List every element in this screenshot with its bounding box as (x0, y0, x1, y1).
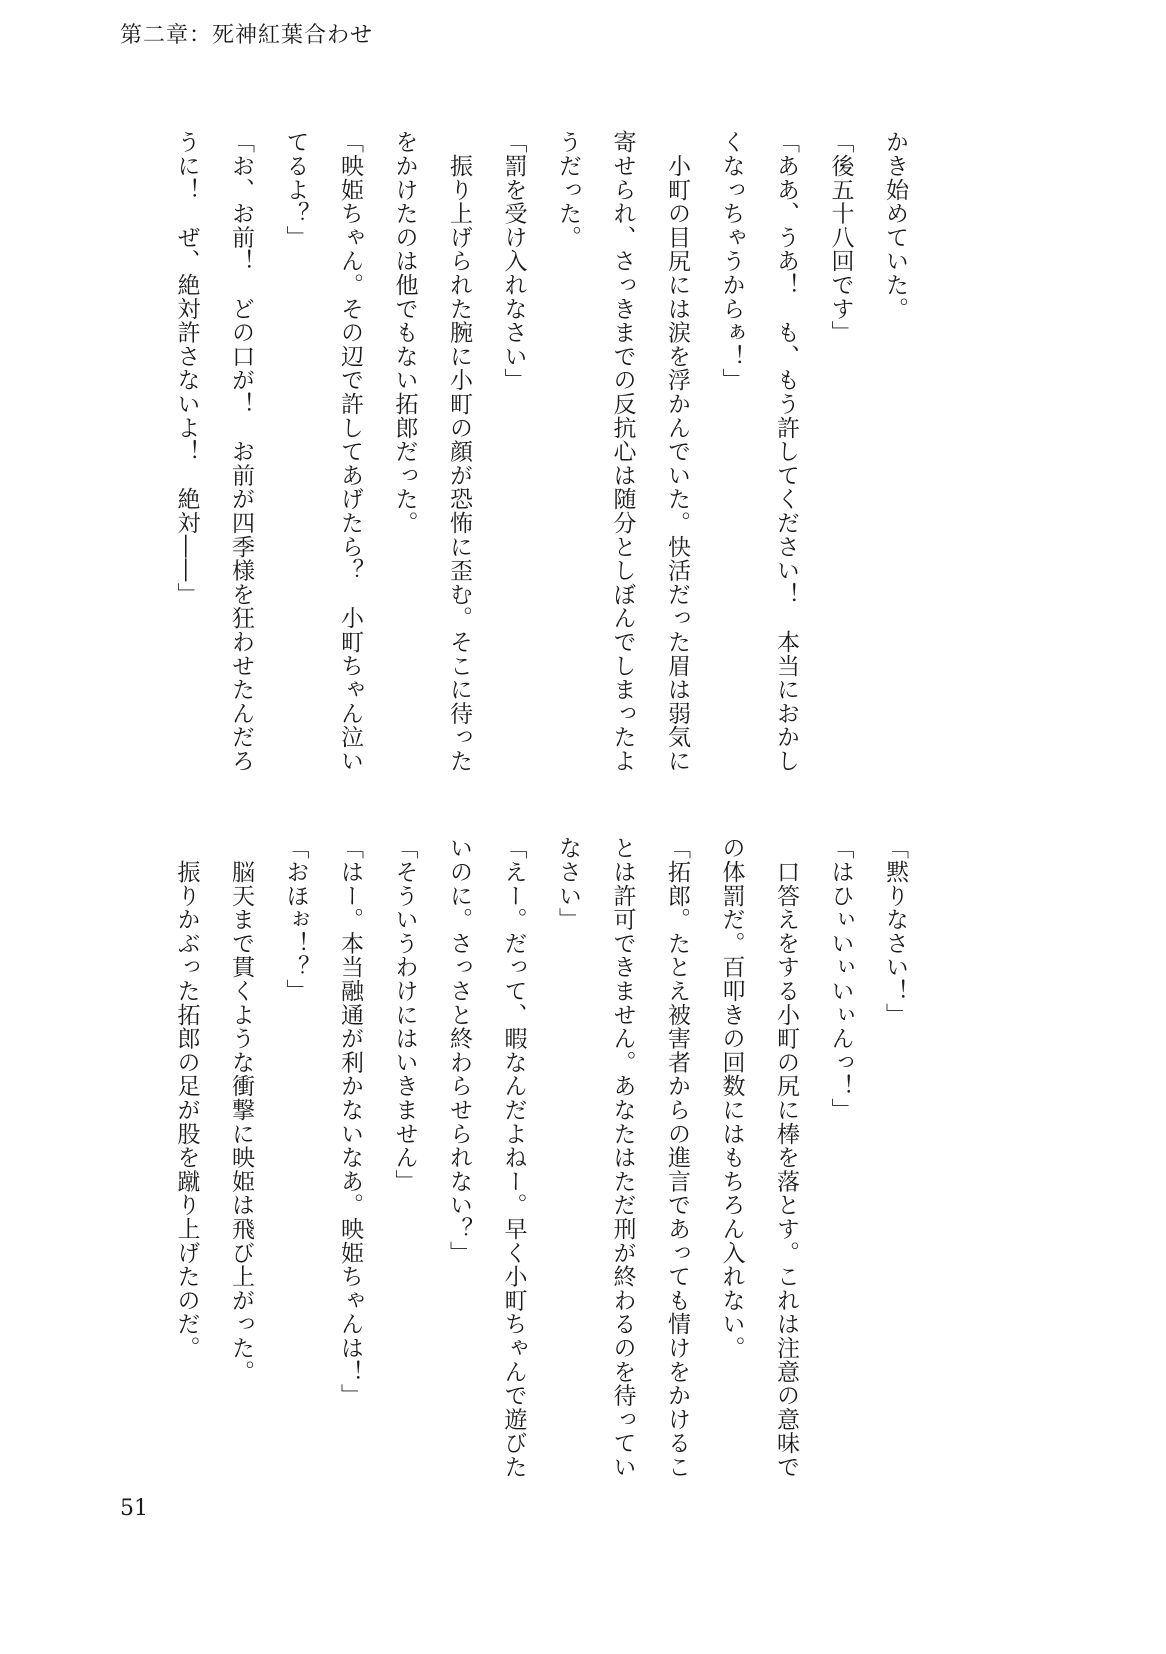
text-line: 振り上げられた腕に小町の顔が恐怖に歪む。そこに待った (446, 130, 472, 773)
text-line: 「罰を受け入れなさい」 (500, 130, 527, 392)
text-line: をかけたのは他でもない拓郎だった。 (391, 130, 418, 535)
text-line: 小町の目尻には涙を浮かんでいた。快活だった眉は弱気に (664, 130, 690, 773)
text-line: とは許可できません。あなたはただ刑が終わるのを待ってい (609, 836, 636, 1479)
text-line: 「拓郎。たとえ被害者からの進言であっても情けをかけるこ (664, 836, 690, 1479)
text-line: 「ああ、うあ！ も、もう許してください！ 本当におかし (773, 130, 799, 773)
text-line: いのに。さっさと終わらせられない？」 (446, 836, 472, 1265)
text-line: 口答えをする小町の尻に棒を落とす。これは注意の意味で (773, 836, 799, 1479)
text-line: 「そういうわけにはいきません」 (391, 836, 418, 1193)
text-line: うに！ ぜ、絶対許さないよ！ 絶対――」 (173, 130, 200, 606)
text-block-top (158, 130, 922, 810)
text-line: 「えー。だって、暇なんだよねー。早く小町ちゃんで遊びた (500, 836, 527, 1479)
text-line: の体罰だ。百叩きの回数にはもちろん入れない。 (718, 836, 745, 1360)
running-header: 第二章：死神紅葉合わせ (120, 23, 374, 48)
text-line: 「はひぃいぃいぃんっ！」 (827, 836, 854, 1122)
text-line: うだった。 (555, 130, 581, 249)
text-line: 「お、お前！ どの口が！ お前が四季様を狂わせたんだろ (228, 130, 254, 773)
text-line: かき始めていた。 (882, 130, 908, 321)
text-line: 「はー。本当融通が利かないなあ。映姫ちゃんは！」 (337, 836, 363, 1408)
text-block-bottom (158, 836, 922, 1479)
text-line: なさい」 (555, 836, 581, 932)
page-number: 51 (120, 1496, 148, 1521)
text-line: くなっちゃうからぁ！」 (718, 130, 745, 392)
text-line: 「黙りなさい！」 (882, 836, 908, 1027)
text-line: 「映姫ちゃん。その辺で許してあげたら？ 小町ちゃん泣い (337, 130, 363, 773)
text-line: てるよ？」 (282, 130, 309, 249)
text-line: 振りかぶった拓郎の足が股を蹴り上げたのだ。 (173, 836, 200, 1360)
text-line: 脳天まで貫くような衝撃に映姫は飛び上がった。 (228, 836, 254, 1384)
text-line: 「おほぉ！？」 (282, 836, 309, 1003)
text-line: 寄せられ、さっきまでの反抗心は随分としぼんでしまったよ (609, 130, 636, 773)
text-line: 「後五十八回です」 (827, 130, 854, 345)
